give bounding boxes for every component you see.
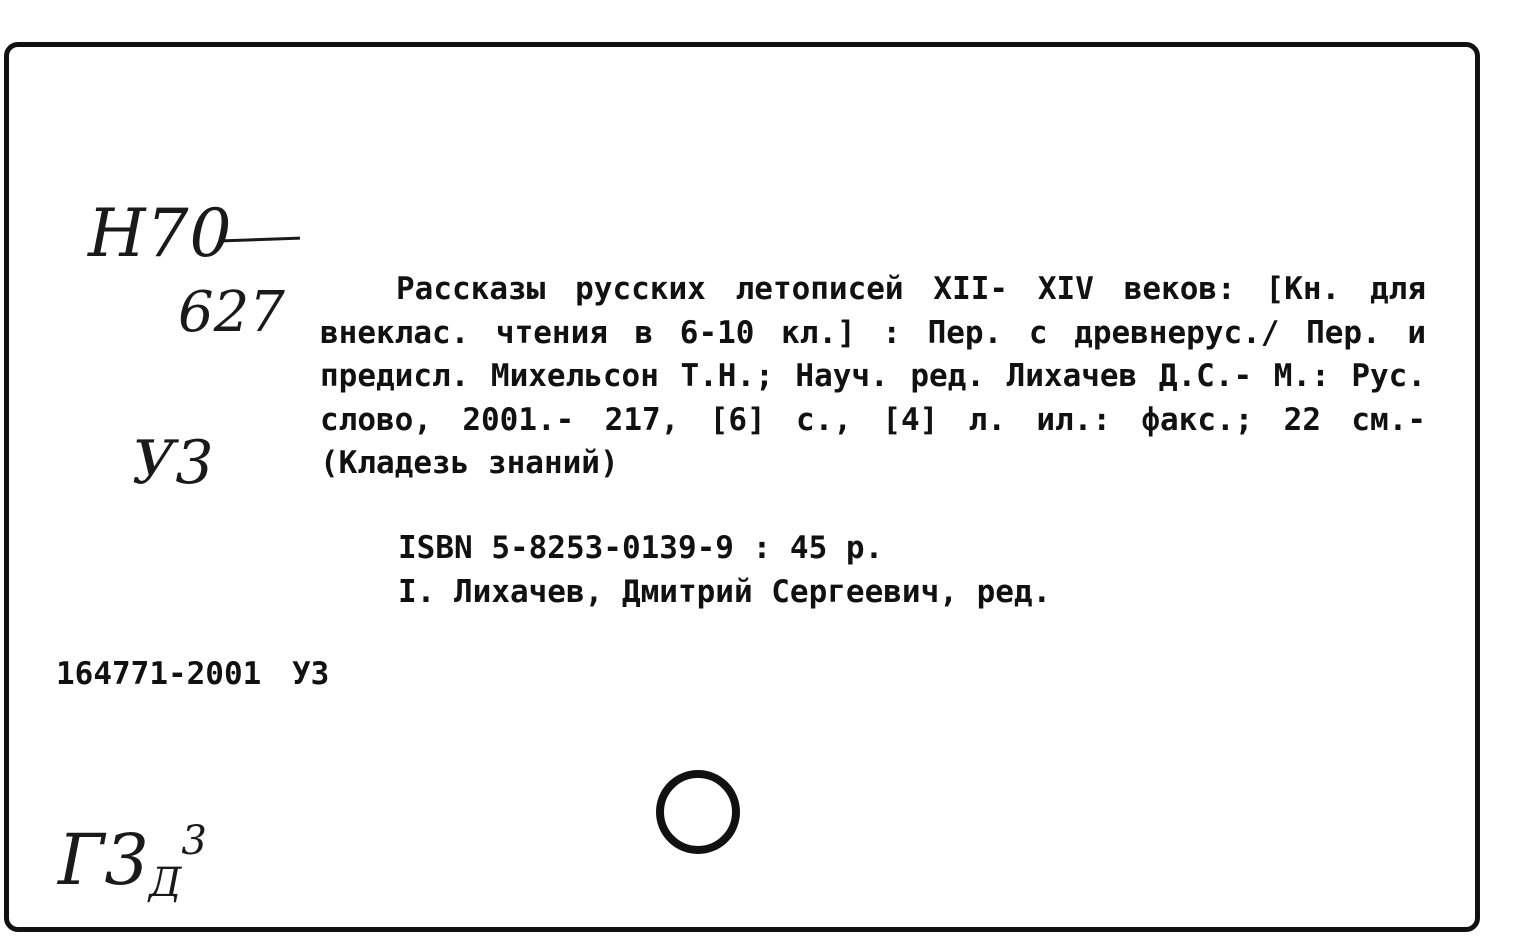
isbn-line: ISBN 5-8253-0139-9 : 45 р. (398, 530, 884, 566)
handwritten-location-mark: У3 (132, 428, 214, 498)
footer-mark-sup: 3 (181, 818, 207, 864)
handwritten-call-number-top: Н70 (88, 195, 233, 272)
entry-body-text: Рассказы русских летописей XII- XIV веков: [Кн. для внеклас. чтения в 6-10 кл.] : Пер. с древнерус./ Пер. и предисл. Михельсон Т.Н.; Науч. ред. Лихачев Д.С.- М.: Рус. слово, 2001.- 217, [6] с., [4] л. ил.: факс.; 22 см.- (Кладезь знаний) (320, 271, 1426, 481)
tracing-line: I. Лихачев, Дмитрий Сергеевич, ред. (398, 574, 1052, 610)
inventory-number: 164771-2001 (56, 656, 262, 692)
inventory-line (56, 656, 329, 692)
footer-mark-sub: Д (148, 860, 182, 906)
handwritten-footer-mark (58, 818, 207, 906)
inventory-mark: У3 (291, 656, 330, 692)
footer-mark-main: Г3 (58, 819, 149, 901)
handwritten-call-number-bottom: 627 (178, 280, 285, 345)
bibliographic-entry (320, 268, 1426, 486)
catalog-card (4, 42, 1480, 932)
card-punch-hole (656, 770, 740, 854)
